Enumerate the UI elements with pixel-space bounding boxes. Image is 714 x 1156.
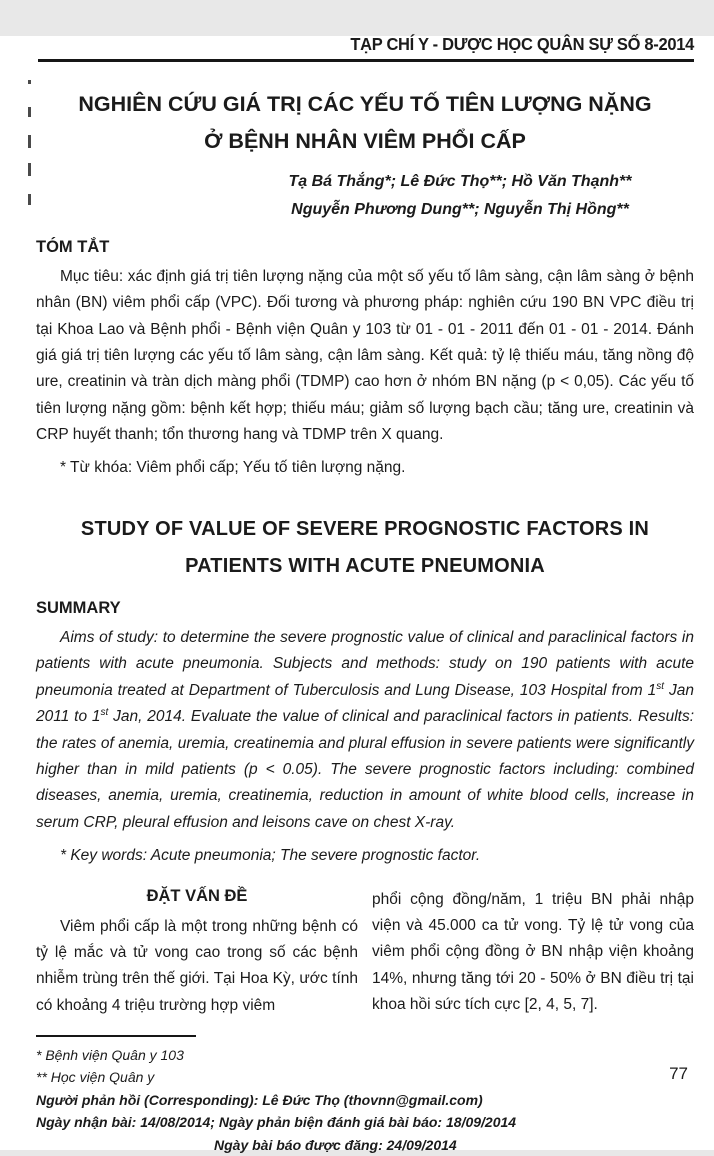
intro-column-left bbox=[36, 887, 358, 1019]
intro-column-right bbox=[372, 887, 694, 1019]
intro-columns bbox=[36, 887, 694, 1019]
intro-paragraph-right: phổi cộng đồng/năm, 1 triệu BN phải nhập viện và 45.000 ca tử vong. Tỷ lệ tử vong của viêm phổi cộng đồng ở BN nhập viện khoảng 14%, nhưng tăng tới 20 - 50% ở BN điều trị tại khoa hồi sức tích cực [2, 4, 5, 7]. bbox=[372, 890, 694, 1014]
submission-dates: Ngày nhận bài: 14/08/2014; Ngày phản biện đánh giá bài báo: 18/09/2014 bbox=[36, 1114, 517, 1131]
author-list bbox=[226, 168, 694, 224]
summary-keywords: * Key words: Acute pneumonia; The severe prognostic factor. bbox=[60, 846, 481, 864]
scan-artifact bbox=[28, 107, 31, 117]
scan-artifact bbox=[28, 80, 31, 84]
header-divider bbox=[38, 59, 694, 62]
summary-superscript: st bbox=[100, 707, 109, 719]
scan-artifact bbox=[28, 194, 31, 205]
article-title-vi bbox=[36, 86, 694, 160]
journal-running-head: TẠP CHÍ Y - DƯỢC HỌC QUÂN SỰ SỐ 8-2014 bbox=[350, 35, 694, 55]
summary-superscript: st bbox=[656, 680, 665, 692]
article-title-en-line2: PATIENTS WITH ACUTE PNEUMONIA bbox=[185, 555, 545, 578]
author-line: Nguyễn Phương Dung**; Nguyễn Thị Hồng** bbox=[291, 200, 629, 218]
author-line: Tạ Bá Thắng*; Lê Đức Thọ**; Hồ Văn Thạnh** bbox=[288, 172, 632, 190]
article-title-en bbox=[36, 511, 694, 585]
summary-body bbox=[36, 625, 694, 836]
scan-artifact bbox=[28, 135, 31, 148]
intro-paragraph-left: Viêm phổi cấp là một trong những bệnh có tỷ lệ mắc và tử vong cao trong số các bệnh nhiễm trùng trên thế giới. Tại Hoa Kỳ, ước tính có khoảng 4 triệu trường hợp viêm bbox=[36, 917, 358, 1014]
summary-seg1: Aims of study: to determine the severe prognostic value of clinical and paraclinical factors in patients with acute pneumonia. Subjects and methods: study on 190 patients with acute pneumonia treated at Department of Tuberculosis and Lung Disease, 103 Hospital from 1 bbox=[36, 629, 694, 699]
intro-heading: ĐẶT VẤN ĐỀ bbox=[146, 886, 248, 905]
footnote-divider bbox=[36, 1035, 196, 1037]
summary-seg2: Jan 2011 to 1 bbox=[36, 681, 694, 726]
abstract-vi-heading: TÓM TẮT bbox=[36, 237, 110, 256]
corresponding-author: Người phản hồi (Corresponding): Lê Đức Thọ (thovnn@gmail.com) bbox=[36, 1091, 483, 1108]
article-title-en-line1: STUDY OF VALUE OF SEVERE PROGNOSTIC FACTORS IN bbox=[80, 518, 650, 541]
summary-seg3: Jan, 2014. Evaluate the value of clinical and paraclinical factors in patients. Results: the rates of anemia, uremia, creatinemia and plural effusion in severe patients were significantly higher than in mild patients (p < 0.05). The severe prognostic factors including: combined diseases, anemia, uremia, creatinemia, reduction in amount of white blood cells, increase in serum CRP, pleural effusion and leisons cave on chest X-ray. bbox=[36, 708, 694, 831]
abstract-vi-keywords: * Từ khóa: Viêm phổi cấp; Yếu tố tiên lượng nặng. bbox=[60, 459, 406, 477]
affiliation-1: * Bệnh viện Quân y 103 bbox=[36, 1047, 184, 1064]
publication-date: Ngày bài báo được đăng: 24/09/2014 bbox=[214, 1136, 457, 1153]
abstract-vi-body: Mục tiêu: xác định giá trị tiên lượng nặng của một số yếu tố lâm sàng, cận lâm sàng ở bệnh nhân (BN) viêm phổi cấp (VPC). Đối tương và phương pháp: nghiên cứu 190 BN VPC điều trị tại Khoa Lao và Bệnh phổi - Bệnh viện Quân y 103 từ 01 - 01 - 2011 đến 01 - 01 - 2014. Đánh giá giá trị tiên lượng các yếu tố lâm sàng, cận lâm sàng. Kết quả: tỷ lệ thiếu máu, tăng nồng độ ure, creatinin và tràn dịch màng phổi (TDMP) cao hơn ở nhóm BN nặng (p < 0,05). Các yếu tố tiên lượng nặng gồm: bệnh kết hợp; thiếu máu; giảm số lượng bạch cầu; tăng ure, creatinin và CRP huyết thanh; tổn thương hang và TDMP trên X quang. bbox=[36, 267, 694, 443]
summary-heading: SUMMARY bbox=[36, 599, 121, 618]
article-title-vi-line2: Ở BỆNH NHÂN VIÊM PHỔI CẤP bbox=[204, 128, 526, 153]
journal-page bbox=[0, 35, 714, 1153]
article-title-vi-line1: NGHIÊN CỨU GIÁ TRỊ CÁC YẾU TỐ TIÊN LƯỢNG NẶNG bbox=[78, 92, 652, 116]
footnotes bbox=[36, 1044, 694, 1156]
scan-artifact bbox=[28, 163, 31, 176]
affiliation-2: ** Học viện Quân y bbox=[36, 1069, 155, 1086]
page-number: 77 bbox=[669, 1064, 688, 1083]
